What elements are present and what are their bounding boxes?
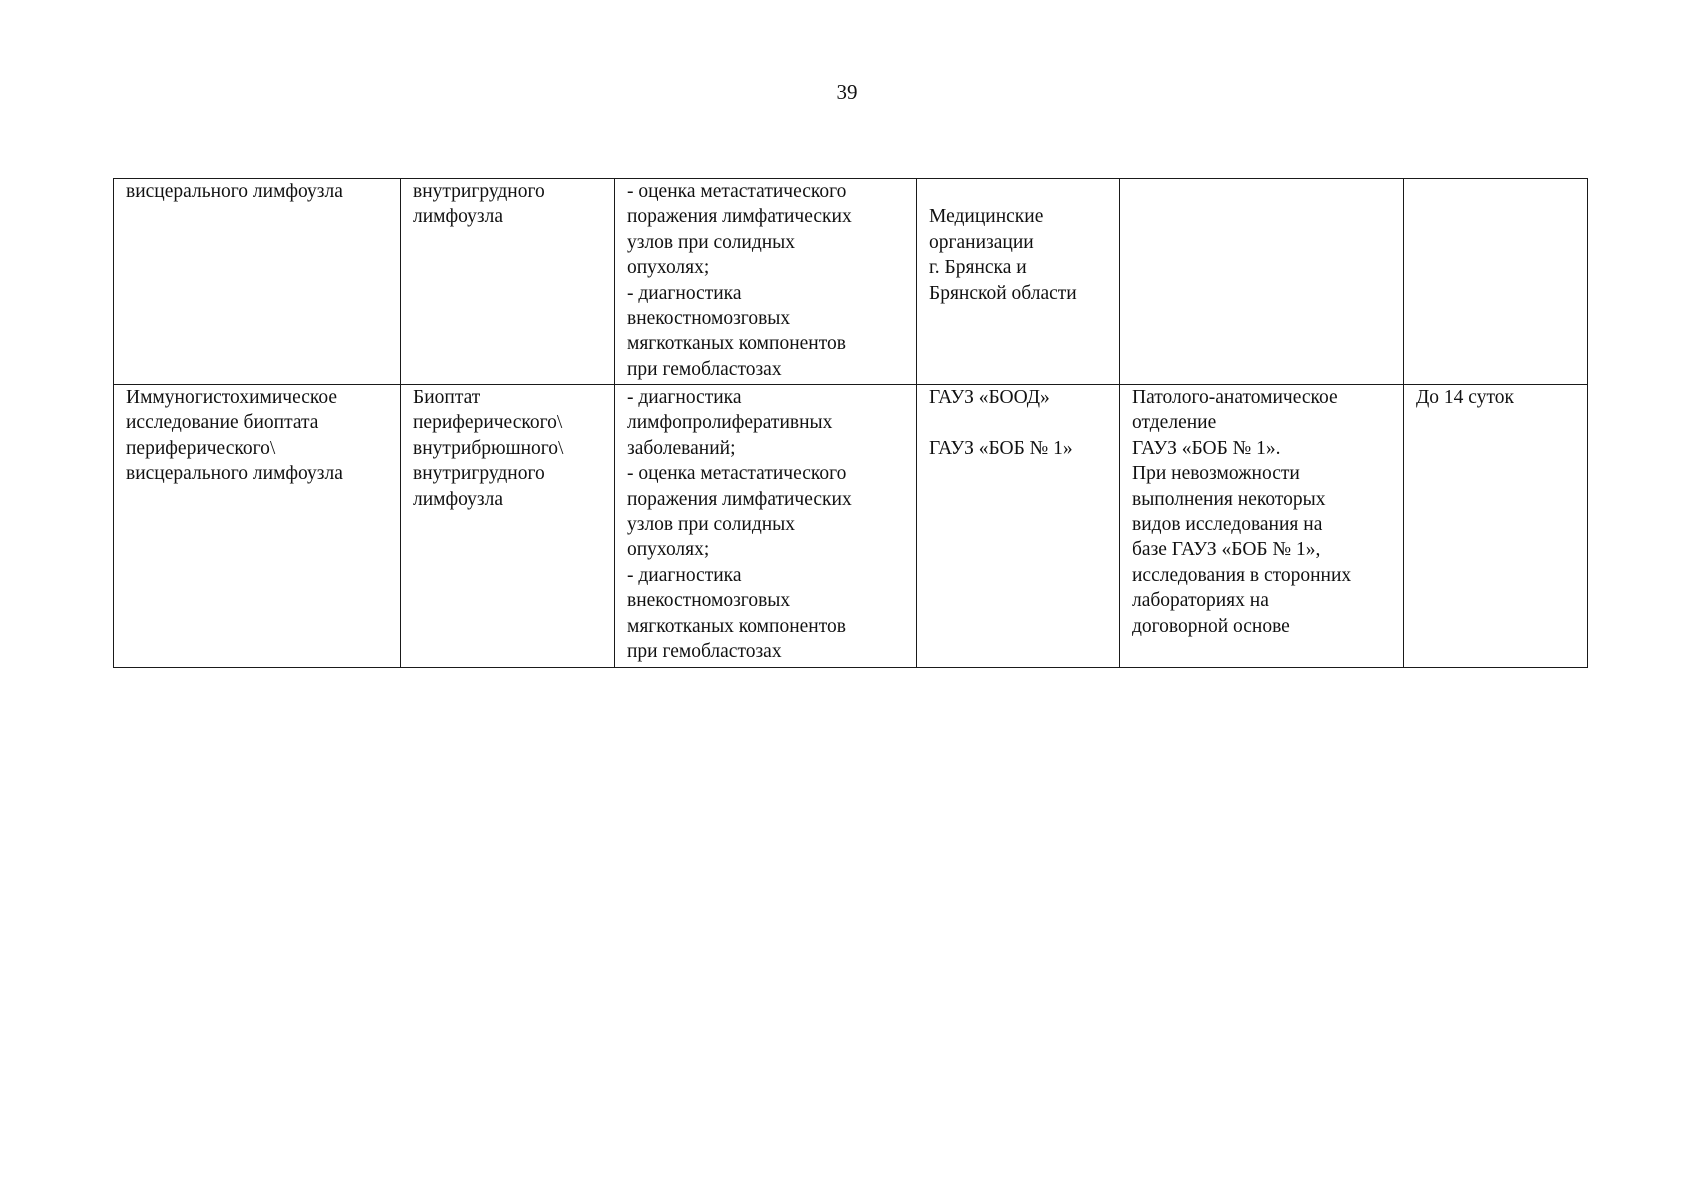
services-table bbox=[113, 178, 1588, 668]
cell-line: внутригрудного bbox=[413, 181, 545, 202]
cell-line: мягкотканых компонентов bbox=[627, 333, 846, 355]
cell-line: опухолях; bbox=[627, 257, 710, 279]
cell-line: Биоптат bbox=[413, 387, 481, 408]
cell-line: лимфоузла bbox=[413, 206, 503, 228]
cell-line: периферического\ bbox=[413, 412, 563, 434]
cell-line: ГАУЗ «БООД» bbox=[929, 387, 1050, 408]
cell-line: поражения лимфатических bbox=[627, 488, 852, 510]
referring-organization-cell bbox=[917, 385, 1120, 668]
cell-line: При невозможности bbox=[1132, 463, 1300, 485]
cell-line: Иммуногистохимическое bbox=[126, 387, 338, 408]
cell-line: поражения лимфатических bbox=[627, 206, 852, 228]
biomaterial-cell bbox=[401, 179, 615, 385]
referring-organization-cell bbox=[917, 179, 1120, 385]
cell-line: договорной основе bbox=[1132, 615, 1290, 637]
purpose-cell bbox=[615, 385, 917, 668]
cell-line: ГАУЗ «БОБ № 1». bbox=[1132, 437, 1281, 459]
line-gap bbox=[929, 179, 1111, 204]
cell-line: опухолях; bbox=[627, 539, 710, 561]
cell-line: висцерального лимфоузла bbox=[126, 463, 343, 485]
cell-line: внекостномозговых bbox=[627, 308, 791, 330]
cell-line: узлов при солидных bbox=[627, 514, 796, 536]
cell-line: - диагностика bbox=[627, 387, 742, 408]
performing-organization-cell bbox=[1120, 179, 1404, 385]
cell-line: отделение bbox=[1132, 412, 1217, 434]
page-number: 39 bbox=[836, 80, 858, 104]
cell-line: заболеваний; bbox=[627, 437, 736, 459]
cell-line: - диагностика bbox=[627, 282, 742, 304]
cell-line: организации bbox=[929, 231, 1034, 253]
cell-line: исследование биоптата bbox=[126, 412, 319, 434]
cell-line: видов исследования на bbox=[1132, 514, 1323, 536]
biomaterial-cell bbox=[401, 385, 615, 668]
cell-line: - оценка метастатического bbox=[627, 463, 847, 485]
cell-line: лимфопролиферативных bbox=[627, 412, 833, 434]
purpose-cell bbox=[615, 179, 917, 385]
cell-line: периферического\ bbox=[126, 437, 276, 459]
cell-line: узлов при солидных bbox=[627, 231, 796, 253]
performing-organization-cell bbox=[1120, 385, 1404, 668]
cell-line: внутригрудного bbox=[413, 463, 545, 485]
cell-line: ГАУЗ «БОБ № 1» bbox=[929, 437, 1073, 459]
table-row bbox=[114, 179, 1588, 385]
cell-line: Медицинские bbox=[929, 206, 1044, 228]
cell-line: базе ГАУЗ «БОБ № 1», bbox=[1132, 539, 1321, 561]
cell-line: - диагностика bbox=[627, 564, 742, 586]
cell-line: - оценка метастатического bbox=[627, 181, 847, 202]
term-cell bbox=[1404, 385, 1588, 668]
term-cell bbox=[1404, 179, 1588, 385]
table-row bbox=[114, 385, 1588, 668]
cell-line: лимфоузла bbox=[413, 488, 503, 510]
cell-line: выполнения некоторых bbox=[1132, 488, 1326, 510]
cell-line: исследования в сторонних bbox=[1132, 564, 1352, 586]
cell-line: Брянской области bbox=[929, 282, 1077, 304]
cell-line: внекостномозговых bbox=[627, 590, 791, 612]
research-name-cell bbox=[114, 179, 401, 385]
cell-line: мягкотканых компонентов bbox=[627, 615, 846, 637]
cell-line: внутрибрюшного\ bbox=[413, 437, 564, 459]
line-gap bbox=[929, 410, 1111, 435]
cell-line: лабораториях на bbox=[1132, 590, 1269, 612]
cell-line: Патолого-анатомическое bbox=[1132, 387, 1338, 408]
cell-line: До 14 суток bbox=[1416, 387, 1514, 408]
cell-line: при гемобластозах bbox=[627, 358, 782, 380]
research-name-cell bbox=[114, 385, 401, 668]
cell-line: г. Брянска и bbox=[929, 257, 1027, 279]
cell-line: висцерального лимфоузла bbox=[126, 181, 343, 202]
cell-line: при гемобластозах bbox=[627, 641, 782, 663]
